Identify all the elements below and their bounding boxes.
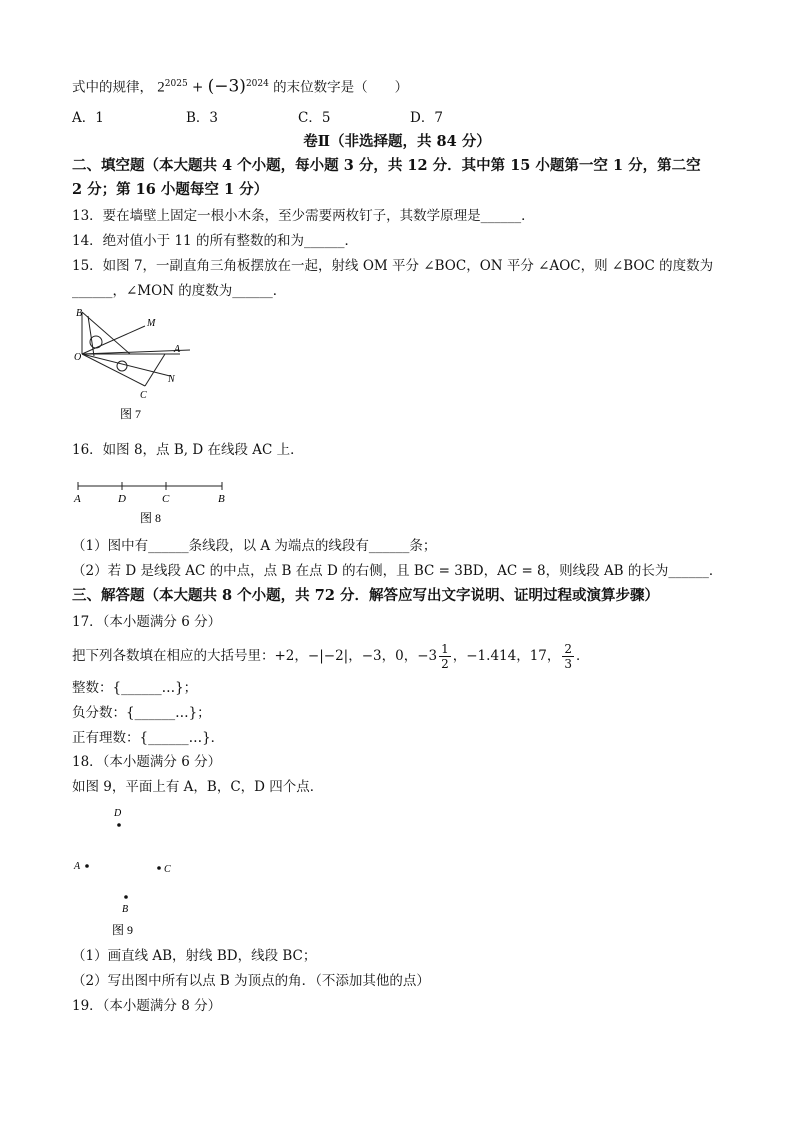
q17-frac1-num: 1 (441, 642, 449, 656)
part2-heading-line1: 二、填空题（本大题共 4 个小题，每小题 3 分，共 12 分．其中第 15 小题第一空 1 分，第二空 (72, 157, 701, 174)
q12-base2: (−3) (207, 76, 246, 97)
question-16-intro: 16．如图 8，点 B, D 在线段 AC 上． (72, 442, 304, 458)
fig9-caption: 图 9 (112, 923, 134, 937)
q17-end-text: ． (576, 648, 590, 664)
fig8-label-c: C (162, 493, 170, 505)
fig7-label-c: C (140, 390, 147, 401)
q17-fraction-2 (562, 642, 574, 671)
question-14: 14．绝对值小于 11 的所有整数的和为______． (72, 233, 358, 249)
fig8-label-d: D (118, 493, 126, 505)
q12-prefix: 式中的规律， (72, 79, 153, 96)
fig7-label-b: B (76, 308, 83, 319)
fig9-label-a: A (74, 861, 81, 872)
q12-option-d: D．7 (410, 110, 443, 126)
q17-mid-text: ，−1.414，17， (452, 648, 561, 664)
q17-frac2-den: 3 (564, 657, 573, 671)
q17-prompt-text: 把下列各数填在相应的大括号里：+2，−|−2|，−3，0，−3 (72, 648, 438, 664)
question-15-line2: ______，∠MON 的度数为______． (72, 283, 287, 299)
figure-9 (68, 800, 198, 940)
question-19-head: 19．（本小题满分 8 分） (72, 998, 222, 1014)
fig7-label-a: A (174, 344, 181, 355)
q12-suffix: 的末位数字是（ ） (273, 79, 409, 96)
q17-frac2-num: 2 (564, 642, 573, 656)
q12-plus: + (192, 79, 204, 96)
section-header: 卷Ⅱ（非选择题，共 84 分） (303, 133, 491, 150)
fig7-label-m: M (147, 318, 156, 329)
q12-exp2: 2024 (245, 79, 269, 89)
fig8-caption: 图 8 (140, 511, 162, 525)
part3-heading: 三、解答题（本大题共 8 个小题，共 72 分．解答应写出文字说明、证明过程或演算步骤） (72, 587, 659, 604)
question-16-part2: （2）若 D 是线段 AC 的中点，点 B 在点 D 的右侧，且 BC = 3BD，AC = 8，则线段 AB 的长为______． (72, 563, 723, 579)
q17-set-integers: 整数：{______…}； (72, 680, 198, 696)
fig9-label-c: C (164, 864, 171, 875)
question-17-head: 17．（本小题满分 6 分） (72, 614, 222, 630)
question-18-part1: （1）画直线 AB，射线 BD，线段 BC； (72, 948, 317, 964)
figure-8 (70, 478, 240, 528)
fig8-label-b: B (218, 493, 225, 505)
q12-base1: 2 (157, 79, 165, 96)
fig7-caption: 图 7 (120, 407, 142, 421)
q17-frac1-den: 2 (441, 657, 449, 671)
q17-set-positive-rationals: 正有理数：{______…}． (72, 730, 225, 746)
fig7-label-o: O (74, 352, 82, 363)
q12-exp1: 2025 (164, 79, 188, 89)
question-17-prompt (72, 642, 590, 671)
fig8-label-a: A (74, 493, 81, 505)
q12-tail-line (72, 74, 408, 98)
q12-option-a: A．1 (72, 110, 104, 126)
question-16-part1: （1）图中有______条线段，以 A 为端点的线段有______条； (72, 538, 437, 554)
figure-7 (70, 304, 200, 424)
fig9-label-b: B (122, 904, 129, 915)
q17-set-negative-fractions: 负分数：{______…}； (72, 705, 211, 721)
q12-option-c: C．5 (298, 110, 331, 126)
fig9-label-d: D (114, 808, 122, 819)
question-18-part2: （2）写出图中所有以点 B 为顶点的角．（不添加其他的点） (72, 973, 430, 989)
q12-option-b: B．3 (186, 110, 219, 126)
question-13: 13．要在墙壁上固定一根小木条，至少需要两枚钉子，其数学原理是______． (72, 208, 535, 224)
fig7-label-n: N (168, 374, 175, 385)
question-15-line1: 15．如图 7，一副直角三角板摆放在一起，射线 OM 平分 ∠BOC，ON 平分 ∠AOC，则 ∠BOC 的度数为 (72, 258, 714, 274)
question-18-head: 18．（本小题满分 6 分） (72, 754, 222, 770)
question-18-intro: 如图 9，平面上有 A，B，C，D 四个点． (72, 779, 324, 795)
part2-heading-line2: 2 分；第 16 小题每空 1 分） (72, 181, 269, 198)
q17-fraction-1 (439, 642, 451, 671)
